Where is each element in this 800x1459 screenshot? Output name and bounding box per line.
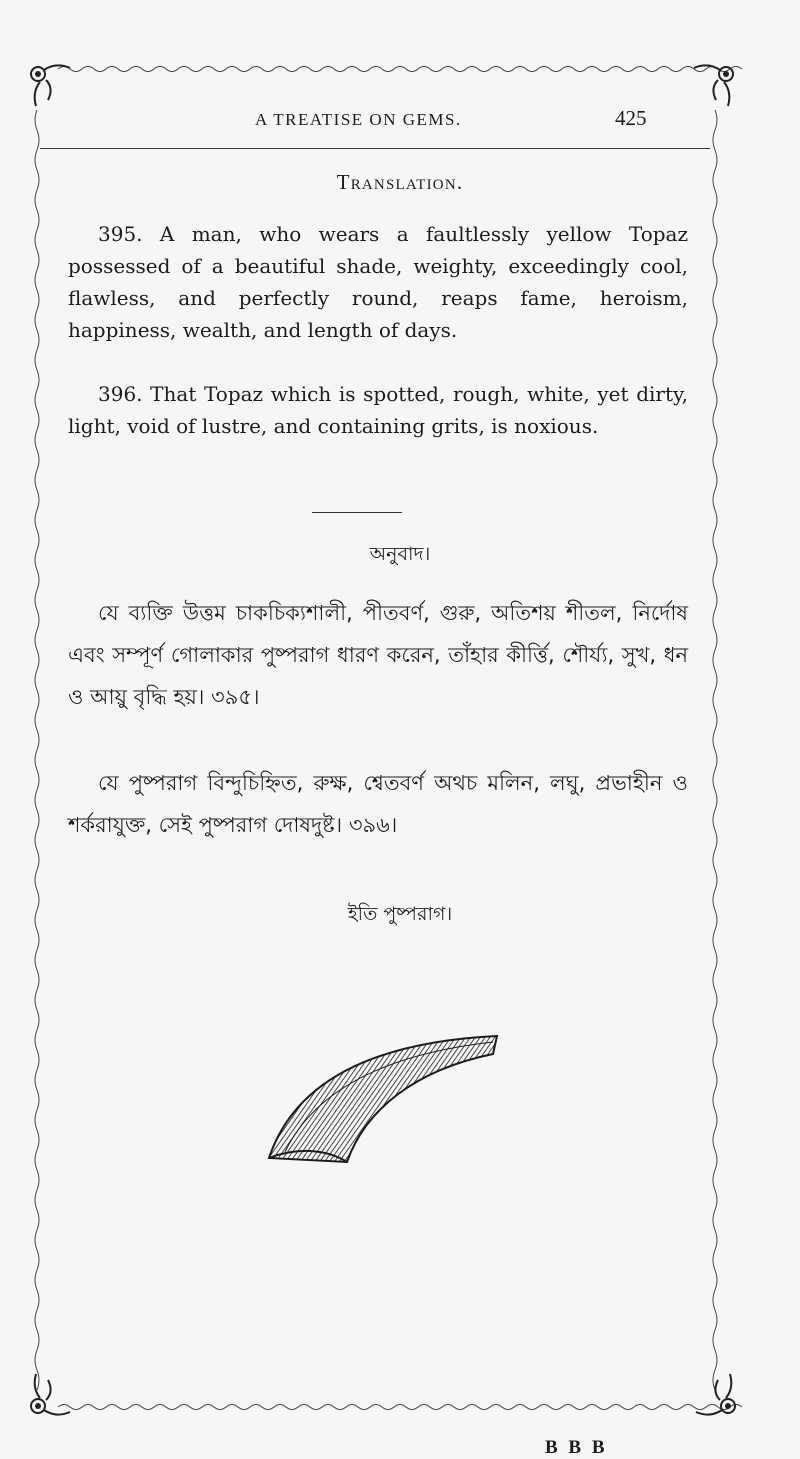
border-left-ornament [30, 110, 44, 1400]
bengali-paragraph-396: যে পুষ্পরাগ বিন্দুচিহ্নিত, রুক্ষ, শ্বেতবর্ণ অথচ মলিন, লঘু, প্রভাহীন ও শর্করাযুক্ত, সেই পুষ্পরাগ দোষদুষ্ট। ৩৯৬। [68, 771, 688, 837]
corner-ornament-icon [26, 1370, 76, 1420]
translation-paragraph-396: 396. That Topaz which is spotted, rough, white, yet dirty, light, void of lustre, and containing grits, is noxious. [68, 382, 688, 438]
corner-ornament-icon [690, 1370, 740, 1420]
page-number: 425 [615, 106, 647, 130]
border-bottom-ornament [58, 1400, 745, 1414]
bengali-heading: অনুবাদ। [369, 543, 431, 565]
border-right-ornament [708, 110, 722, 1400]
bengali-closing-line: ইতি পুষ্পরাগ। [347, 903, 453, 925]
running-head: A TREATISE ON GEMS. [255, 110, 462, 129]
translation-paragraph-395: 395. A man, who wears a faultlessly yellow Topaz possessed of a beautiful shade, weighty, exceedingly cool, flawless, and perfectly round, reaps fame, heroism, happiness, wealth, and length of days. [68, 222, 688, 342]
border-top-ornament [58, 62, 745, 76]
corner-ornament-icon [688, 60, 738, 110]
horn-gem-illustration-icon [265, 1030, 505, 1170]
section-title: Translation. [336, 170, 464, 194]
bengali-paragraph-395: যে ব্যক্তি উত্তম চাকচিক্যশালী, পীতবর্ণ, গুরু, অতিশয় শীতল, নির্দোষ এবং সম্পূর্ণ গোলাকার পুষ্পরাগ ধারণ করেন, তাঁহার কীর্ত্তি, শৌর্য্য, সুখ, ধন ও আয়ু বৃদ্ধি হয়। ৩৯৫। [68, 601, 688, 709]
section-divider [312, 512, 402, 513]
corner-ornament-icon [26, 60, 76, 110]
header-rule [40, 148, 710, 149]
signature-mark: B B B [545, 1437, 608, 1458]
